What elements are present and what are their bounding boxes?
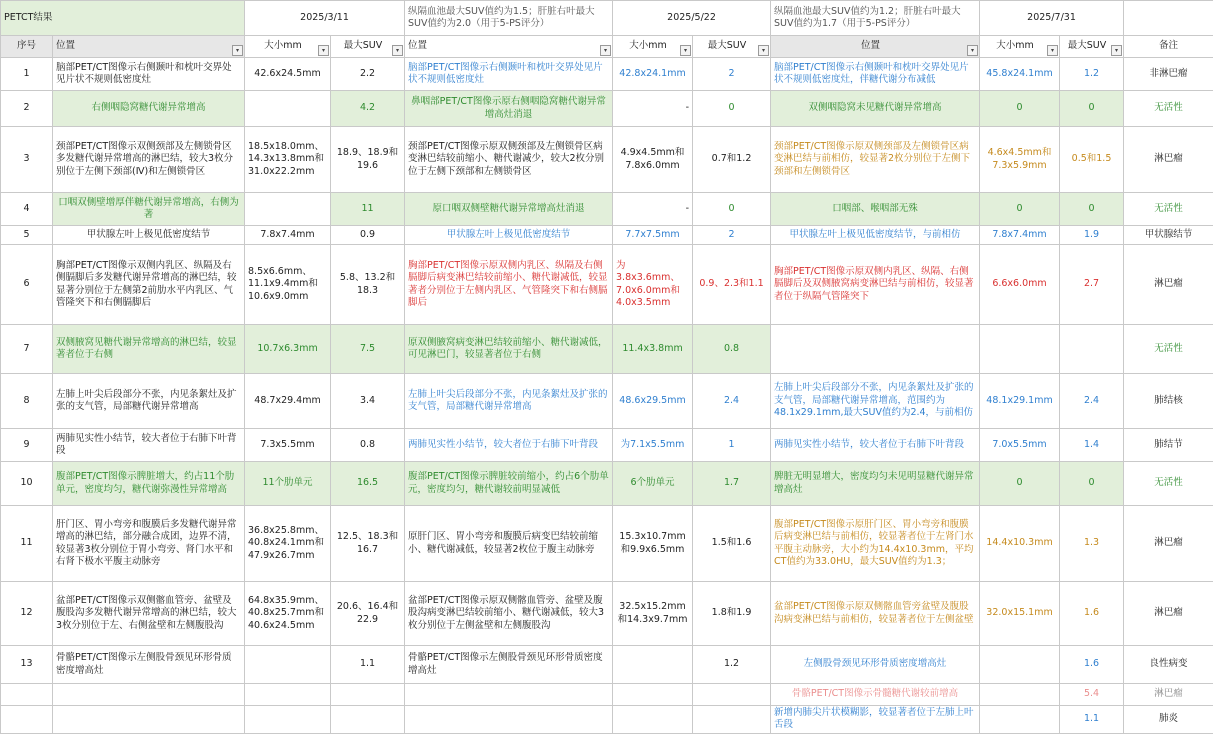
row-num: 10 xyxy=(1,462,53,506)
col-header-suv1: 最大SUV ▾ xyxy=(331,36,405,58)
suv2-cell xyxy=(693,684,771,706)
remark-cell: 淋巴瘤 xyxy=(1124,245,1213,325)
baseline-note-3: 纵隔血池最大SUV值约为1.2；肝脏右叶最大SUV值约为1.7（用于5-PS评分） xyxy=(771,1,980,36)
table-row xyxy=(1,706,1213,734)
loc2-cell xyxy=(405,684,613,706)
baseline-note-2: 纵隔血池最大SUV值约为1.5；肝脏右叶最大SUV值约为2.0（用于5-PS评分） xyxy=(405,1,613,36)
suv3-cell: 1.3 xyxy=(1060,506,1124,582)
loc3-cell: 脑部PET/CT图像示右侧颞叶和枕叶交界处见片状不规则低密度灶，伴糖代谢分布减低 xyxy=(771,58,980,91)
suv1-cell: 20.6、16.4和22.9 xyxy=(331,582,405,646)
suv3-cell: 1.1 xyxy=(1060,706,1124,734)
size3-cell xyxy=(980,646,1060,684)
dropdown-arrow-icon[interactable]: ▾ xyxy=(967,45,978,56)
date-2: 2025/5/22 xyxy=(613,1,771,36)
suv3-cell: 0 xyxy=(1060,91,1124,127)
dropdown-arrow-icon[interactable]: ▾ xyxy=(680,45,691,56)
table-row xyxy=(1,245,1213,325)
loc1-cell: 右侧咽隐窝糖代谢异常增高 xyxy=(53,91,245,127)
row-num: 3 xyxy=(1,127,53,193)
loc1-cell: 盆部PET/CT图像示双侧髂血管旁、盆壁及腹股沟多发糖代谢异常增高的淋巴结，较大3枚分别位于左、右侧盆壁和左侧腹股沟 xyxy=(53,582,245,646)
suv3-cell: 0.5和1.5 xyxy=(1060,127,1124,193)
suv2-cell: 1.5和1.6 xyxy=(693,506,771,582)
loc1-cell: 甲状腺左叶上极见低密度结节 xyxy=(53,226,245,245)
suv3-cell: 1.6 xyxy=(1060,582,1124,646)
suv2-cell: 0.9、2.3和1.1 xyxy=(693,245,771,325)
loc1-cell: 脑部PET/CT图像示右侧颞叶和枕叶交界处见片状不规则低密度灶 xyxy=(53,58,245,91)
row-num: 4 xyxy=(1,193,53,226)
size2-cell: 7.7x7.5mm xyxy=(613,226,693,245)
loc2-cell: 原双侧腋窝病变淋巴结较前缩小、糖代谢减低，可见淋巴门，较显著者位于右侧 xyxy=(405,325,613,374)
remark-cell: 甲状腺结节 xyxy=(1124,226,1213,245)
suv1-cell: 7.5 xyxy=(331,325,405,374)
remark-cell: 淋巴瘤 xyxy=(1124,127,1213,193)
suv2-cell: 1.2 xyxy=(693,646,771,684)
suv3-cell xyxy=(1060,325,1124,374)
size3-cell: 7.8x7.4mm xyxy=(980,226,1060,245)
loc1-cell: 肝门区、胃小弯旁和腹膜后多发糖代谢异常增高的淋巴结，部分融合成团，边界不清，较显著3枚分别位于胃小弯旁、肾门水平和右肾下极水平腹主动脉旁 xyxy=(53,506,245,582)
suv2-cell: 1.7 xyxy=(693,462,771,506)
remark-cell: 淋巴瘤 xyxy=(1124,582,1213,646)
size1-cell xyxy=(245,646,331,684)
table-row xyxy=(1,506,1213,582)
col-header-num: 序号 xyxy=(1,36,53,58)
table-row xyxy=(1,193,1213,226)
col-header-loc1: 位置 ▾ xyxy=(53,36,245,58)
loc3-cell: 颈部PET/CT图像示原双侧颈部及左侧锁骨区病变淋巴结与前相仿，较显著2枚分别位于左侧下颈部和左侧锁骨区 xyxy=(771,127,980,193)
loc2-cell: 骨骼PET/CT图像示左侧股骨颈见环形骨质密度增高灶 xyxy=(405,646,613,684)
remark-cell: 良性病变 xyxy=(1124,646,1213,684)
remark-cell: 非淋巴瘤 xyxy=(1124,58,1213,91)
table-row xyxy=(1,429,1213,462)
suv2-cell: 2.4 xyxy=(693,374,771,429)
loc1-cell: 胸部PET/CT图像示双侧内乳区、纵隔及右侧膈脚后多发糖代谢异常增高的淋巴结，较显著分别位于左侧第2前肋水平内乳区、气管隆突下和右侧膈脚后 xyxy=(53,245,245,325)
col-header-suv2: 最大SUV ▾ xyxy=(693,36,771,58)
remark-cell: 无活性 xyxy=(1124,91,1213,127)
date-1: 2025/3/11 xyxy=(245,1,405,36)
size1-cell: 7.3x5.5mm xyxy=(245,429,331,462)
size3-cell xyxy=(980,706,1060,734)
size3-cell: 32.0x15.1mm xyxy=(980,582,1060,646)
size2-cell: 11.4x3.8mm xyxy=(613,325,693,374)
loc1-cell: 两肺见实性小结节，较大者位于右肺下叶背段 xyxy=(53,429,245,462)
suv1-cell xyxy=(331,706,405,734)
size2-cell: 32.5x15.2mm和14.3x9.7mm xyxy=(613,582,693,646)
remark-cell: 淋巴瘤 xyxy=(1124,506,1213,582)
loc1-cell: 左肺上叶尖后段部分不张，内见条絮灶及扩张的支气管，局部糖代谢异常增高 xyxy=(53,374,245,429)
suv1-cell: 12.5、18.3和16.7 xyxy=(331,506,405,582)
loc3-cell: 甲状腺左叶上极见低密度结节，与前相仿 xyxy=(771,226,980,245)
remark-cell: 无活性 xyxy=(1124,462,1213,506)
loc2-cell: 左肺上叶尖后段部分不张，内见条絮灶及扩张的支气管，局部糖代谢异常增高 xyxy=(405,374,613,429)
size2-cell: 为7.1x5.5mm xyxy=(613,429,693,462)
suv1-cell: 0.8 xyxy=(331,429,405,462)
size2-cell: 6个肋单元 xyxy=(613,462,693,506)
loc2-cell: 原口咽双侧壁糖代谢异常增高灶消退 xyxy=(405,193,613,226)
size1-cell: 42.6x24.5mm xyxy=(245,58,331,91)
suv1-cell: 11 xyxy=(331,193,405,226)
loc1-cell xyxy=(53,684,245,706)
suv1-cell: 0.9 xyxy=(331,226,405,245)
suv3-cell: 0 xyxy=(1060,193,1124,226)
dropdown-arrow-icon[interactable]: ▾ xyxy=(758,45,769,56)
header-empty xyxy=(1124,1,1213,36)
size3-cell: 14.4x10.3mm xyxy=(980,506,1060,582)
remark-cell: 肺炎 xyxy=(1124,706,1213,734)
header-row-2 xyxy=(1,36,1213,58)
loc1-cell: 口咽双侧壁增厚伴糖代谢异常增高，右侧为著 xyxy=(53,193,245,226)
col-header-size1: 大小mm ▾ xyxy=(245,36,331,58)
size2-cell: 42.8x24.1mm xyxy=(613,58,693,91)
suv3-cell: 2.7 xyxy=(1060,245,1124,325)
loc2-cell: 腹部PET/CT图像示脾脏较前缩小，约占6个肋单元，密度均匀，糖代谢较前明显减低 xyxy=(405,462,613,506)
row-num: 1 xyxy=(1,58,53,91)
row-num: 11 xyxy=(1,506,53,582)
size1-cell: 10.7x6.3mm xyxy=(245,325,331,374)
row-num: 5 xyxy=(1,226,53,245)
size3-cell: 0 xyxy=(980,193,1060,226)
table-row xyxy=(1,646,1213,684)
remark-cell: 肺结核 xyxy=(1124,374,1213,429)
table-row xyxy=(1,58,1213,91)
loc1-cell: 腹部PET/CT图像示脾脏增大，约占11个肋单元，密度均匀，糖代谢弥漫性异常增高 xyxy=(53,462,245,506)
size1-cell: 36.8x25.8mm、40.8x24.1mm和47.9x26.7mm xyxy=(245,506,331,582)
loc2-cell: 脑部PET/CT图像示右侧颞叶和枕叶交界处见片状不规则低密度灶 xyxy=(405,58,613,91)
table-row xyxy=(1,582,1213,646)
suv3-cell: 0 xyxy=(1060,462,1124,506)
remark-cell: 无活性 xyxy=(1124,325,1213,374)
dropdown-arrow-icon[interactable]: ▾ xyxy=(1047,45,1058,56)
col-header-loc3: 位置 ▾ xyxy=(771,36,980,58)
loc2-cell: 甲状腺左叶上极见低密度结节 xyxy=(405,226,613,245)
size3-cell xyxy=(980,684,1060,706)
loc3-cell: 脾脏无明显增大，密度均匀未见明显糖代谢异常增高灶 xyxy=(771,462,980,506)
loc3-cell: 左侧股骨颈见环形骨质密度增高灶 xyxy=(771,646,980,684)
size1-cell: 7.8x7.4mm xyxy=(245,226,331,245)
loc2-cell: 颈部PET/CT图像示原双侧颈部及左侧锁骨区病变淋巴结较前缩小、糖代谢减少，较大2枚分别位于左侧下颈部和左侧锁骨区 xyxy=(405,127,613,193)
size2-cell: 15.3x10.7mm和9.9x6.5mm xyxy=(613,506,693,582)
suv3-cell: 1.9 xyxy=(1060,226,1124,245)
suv2-cell: 2 xyxy=(693,226,771,245)
table-row xyxy=(1,462,1213,506)
row-num: 9 xyxy=(1,429,53,462)
size3-cell: 7.0x5.5mm xyxy=(980,429,1060,462)
table-row xyxy=(1,226,1213,245)
loc3-cell: 左肺上叶尖后段部分不张，内见条絮灶及扩张的支气管，局部糖代谢异常增高，范围约为48.1x29.1mm,最大SUV值约为2.4，与前相仿 xyxy=(771,374,980,429)
suv3-cell: 5.4 xyxy=(1060,684,1124,706)
loc2-cell: 盆部PET/CT图像示原双侧髂血管旁、盆壁及腹股沟病变淋巴结较前缩小、糖代谢减低，较大3枚分别位于左侧盆壁和左侧腹股沟 xyxy=(405,582,613,646)
row-num: 2 xyxy=(1,91,53,127)
remark-cell: 肺结节 xyxy=(1124,429,1213,462)
table-row xyxy=(1,127,1213,193)
suv3-cell: 1.4 xyxy=(1060,429,1124,462)
size1-cell xyxy=(245,91,331,127)
suv2-cell: 0.7和1.2 xyxy=(693,127,771,193)
size1-cell xyxy=(245,706,331,734)
loc3-cell: 骨骼PET/CT图像示骨髓糖代谢较前增高 xyxy=(771,684,980,706)
suv1-cell: 2.2 xyxy=(331,58,405,91)
size2-cell: 4.9x4.5mm和7.8x6.0mm xyxy=(613,127,693,193)
size3-cell: 6.6x6.0mm xyxy=(980,245,1060,325)
size3-cell: 45.8x24.1mm xyxy=(980,58,1060,91)
loc3-cell: 新增内肺尖片状模糊影，较显著者位于左肺上叶舌段 xyxy=(771,706,980,734)
size1-cell: 48.7x29.4mm xyxy=(245,374,331,429)
size1-cell xyxy=(245,193,331,226)
suv1-cell: 4.2 xyxy=(331,91,405,127)
dropdown-arrow-icon[interactable]: ▾ xyxy=(1111,45,1122,56)
suv1-cell: 18.9、18.9和19.6 xyxy=(331,127,405,193)
size2-cell xyxy=(613,706,693,734)
size3-cell: 4.6x4.5mm和7.3x5.9mm xyxy=(980,127,1060,193)
size2-cell: - xyxy=(613,193,693,226)
loc2-cell xyxy=(405,706,613,734)
dropdown-arrow-icon[interactable]: ▾ xyxy=(318,45,329,56)
suv1-cell: 5.8、13.2和18.3 xyxy=(331,245,405,325)
col-header-size2: 大小mm ▾ xyxy=(613,36,693,58)
loc1-cell xyxy=(53,706,245,734)
size3-cell xyxy=(980,325,1060,374)
suv2-cell: 0 xyxy=(693,193,771,226)
col-header-size3: 大小mm ▾ xyxy=(980,36,1060,58)
table-row xyxy=(1,325,1213,374)
size2-cell xyxy=(613,646,693,684)
size3-cell: 48.1x29.1mm xyxy=(980,374,1060,429)
loc1-cell: 颈部PET/CT图像示双侧颈部及左侧锁骨区多发糖代谢异常增高的淋巴结，较大3枚分别位于左侧下颈部(Ⅳ)和左侧锁骨区 xyxy=(53,127,245,193)
suv2-cell: 0.8 xyxy=(693,325,771,374)
loc2-cell: 胸部PET/CT图像示原双侧内乳区、纵隔及右侧膈脚后病变淋巴结较前缩小、糖代谢减低，较显著者分别位于左侧内乳区、气管隆突下和右侧膈脚后 xyxy=(405,245,613,325)
row-num: 7 xyxy=(1,325,53,374)
suv2-cell xyxy=(693,706,771,734)
suv1-cell xyxy=(331,684,405,706)
suv3-cell: 2.4 xyxy=(1060,374,1124,429)
loc2-cell: 两肺见实性小结节，较大者位于右肺下叶背段 xyxy=(405,429,613,462)
suv2-cell: 2 xyxy=(693,58,771,91)
loc3-cell: 腹部PET/CT图像示原肝门区、胃小弯旁和腹膜后病变淋巴结与前相仿，较显著者位于左肾门水平腹主动脉旁，大小约为14.4x10.3mm，平均CT值约为33.0HU，最大SUV值约为1.3； xyxy=(771,506,980,582)
remark-cell: 淋巴瘤 xyxy=(1124,684,1213,706)
suv2-cell: 0 xyxy=(693,91,771,127)
loc3-cell: 盆部PET/CT图像示原双侧髂血管旁盆壁及腹股沟病变淋巴结与前相仿，较显著者位于左侧盆壁 xyxy=(771,582,980,646)
size3-cell: 0 xyxy=(980,91,1060,127)
size1-cell: 11个肋单元 xyxy=(245,462,331,506)
suv2-cell: 1.8和1.9 xyxy=(693,582,771,646)
suv1-cell: 16.5 xyxy=(331,462,405,506)
suv1-cell: 1.1 xyxy=(331,646,405,684)
loc3-cell xyxy=(771,325,980,374)
row-num: 12 xyxy=(1,582,53,646)
date-3: 2025/7/31 xyxy=(980,1,1124,36)
loc2-cell: 原肝门区、胃小弯旁和腹膜后病变巴结较前缩小、糖代谢减低，较显著2枚位于腹主动脉旁 xyxy=(405,506,613,582)
suv1-cell: 3.4 xyxy=(331,374,405,429)
dropdown-arrow-icon[interactable]: ▾ xyxy=(600,45,611,56)
row-num: 6 xyxy=(1,245,53,325)
header-row-1 xyxy=(1,1,1213,36)
col-header-suv3: 最大SUV ▾ xyxy=(1060,36,1124,58)
suv2-cell: 1 xyxy=(693,429,771,462)
loc3-cell: 两肺见实性小结节，较大者位于右肺下叶背段 xyxy=(771,429,980,462)
loc3-cell: 口咽部、喉咽部无殊 xyxy=(771,193,980,226)
row-num xyxy=(1,684,53,706)
row-num: 8 xyxy=(1,374,53,429)
loc3-cell: 胸部PET/CT图像示原双侧内乳区、纵隔、右侧膈脚后及双侧腋窝病变淋巴结与前相仿，较显著者位于纵隔气管隆突下 xyxy=(771,245,980,325)
size1-cell: 18.5x18.0mm、14.3x13.8mm和31.0x22.2mm xyxy=(245,127,331,193)
remark-cell: 无活性 xyxy=(1124,193,1213,226)
col-header-remark: 备注 xyxy=(1124,36,1213,58)
suv3-cell: 1.6 xyxy=(1060,646,1124,684)
size2-cell xyxy=(613,684,693,706)
row-num: 13 xyxy=(1,646,53,684)
col-header-loc2: 位置 ▾ xyxy=(405,36,613,58)
size3-cell: 0 xyxy=(980,462,1060,506)
size2-cell: 为3.8x3.6mm、7.0x6.0mm和4.0x3.5mm xyxy=(613,245,693,325)
table-row xyxy=(1,91,1213,127)
petct-title: PETCT结果 xyxy=(1,1,245,36)
size2-cell: 48.6x29.5mm xyxy=(613,374,693,429)
suv3-cell: 1.2 xyxy=(1060,58,1124,91)
size2-cell: - xyxy=(613,91,693,127)
table-row xyxy=(1,684,1213,706)
table-row xyxy=(1,374,1213,429)
size1-cell: 8.5x6.6mm、11.1x9.4mm和10.6x9.0mm xyxy=(245,245,331,325)
loc2-cell: 鼻咽部PET/CT图像示原右侧咽隐窝糖代谢异常增高灶消退 xyxy=(405,91,613,127)
size1-cell xyxy=(245,684,331,706)
loc1-cell: 双侧腋窝见糖代谢异常增高的淋巴结，较显著者位于右侧 xyxy=(53,325,245,374)
dropdown-arrow-icon[interactable]: ▾ xyxy=(392,45,403,56)
loc1-cell: 骨骼PET/CT图像示左侧股骨颈见环形骨质密度增高灶 xyxy=(53,646,245,684)
dropdown-arrow-icon[interactable]: ▾ xyxy=(232,45,243,56)
loc3-cell: 双侧咽隐窝未见糖代谢异常增高 xyxy=(771,91,980,127)
size1-cell: 64.8x35.9mm、40.8x25.7mm和40.6x24.5mm xyxy=(245,582,331,646)
row-num xyxy=(1,706,53,734)
